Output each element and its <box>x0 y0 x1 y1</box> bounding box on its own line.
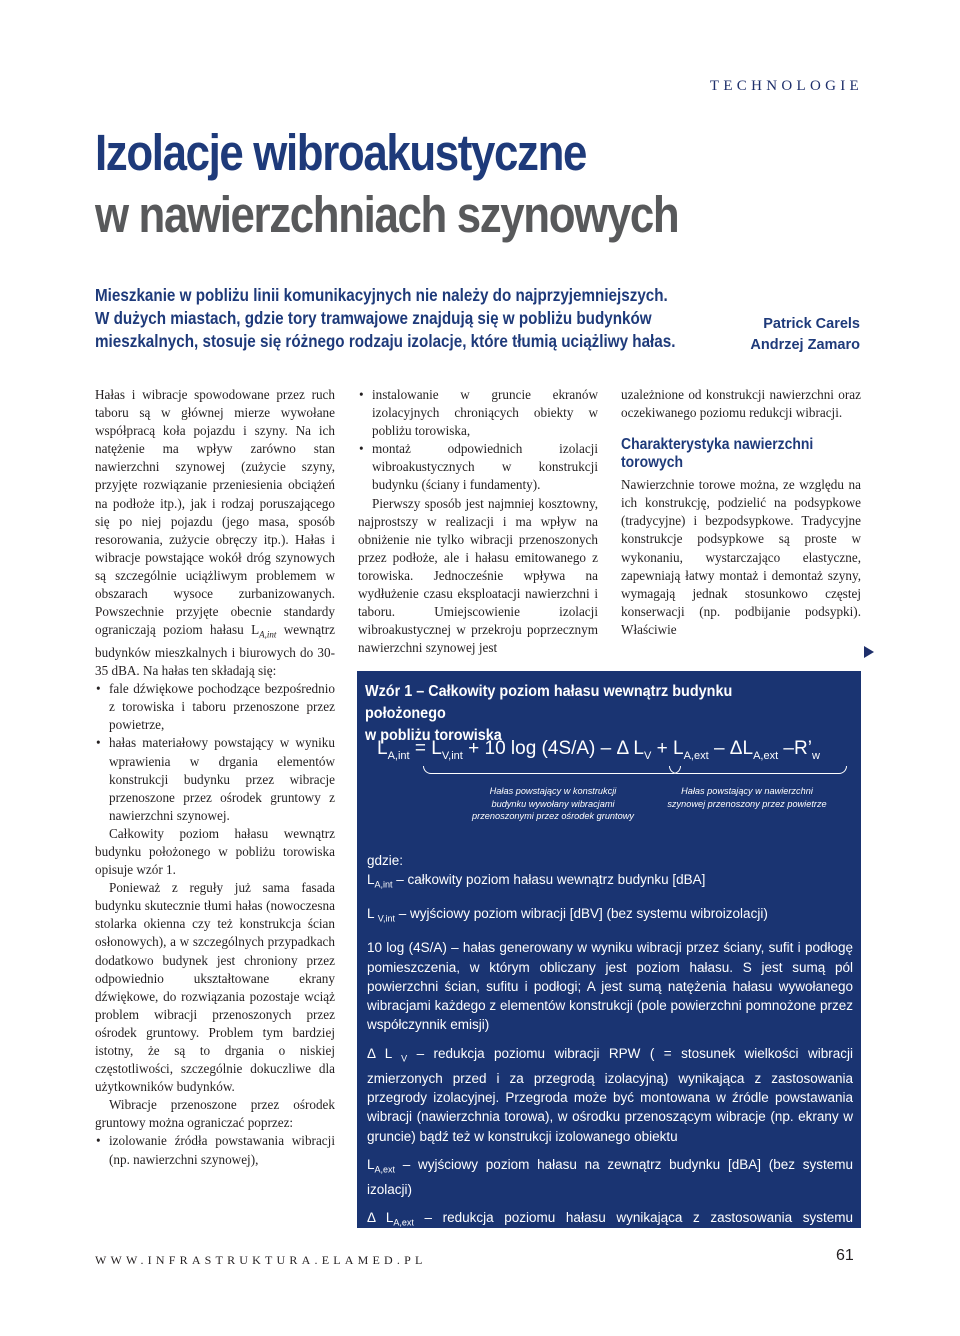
list-item: • hałas materiałowy powstający w wyniku wprawienia w drgania elementów konstrukcji budynku przez wibracje przenoszone przez ośrodek gruntowy z nawierzchni szynowej. <box>95 734 335 824</box>
text: – redukcja poziomu hałasu wynikająca z zastosowania systemu izolacyjngo <box>367 1210 853 1251</box>
paragraph: Pierwszy sposób jest najmniej kosztowny, najprostszy w realizacji i ma wpływ na obniżenie nie tylko wibracji przenoszonych przez podłoże, ale i hałasu emitowanego z torowiska. Jednocześnie wpływa na wydłużenie czasu eksploatacji nawierzchni i taboru. Umiejscowienie izolacji wibroakustycznej w przekroju poprzecznym nawierzchni szynowej jest <box>358 495 598 656</box>
symbol: Δ L <box>367 1045 402 1061</box>
symbol: + 10 log (4S/A) – Δ L <box>462 738 645 759</box>
paragraph: Całkowity poziom hałasu wewnątrz budynku położonego w pobliżu torowiska opisuje wzór 1. <box>95 825 335 878</box>
formula-title-line: Wzór 1 – Całkowity poziom hałasu wewnątrz budynku położonego <box>365 683 733 722</box>
formula-note-structure <box>453 785 653 823</box>
column-1 <box>95 386 335 1169</box>
lead-paragraph <box>95 284 675 353</box>
note-line: Hałas powstający w konstrukcji <box>489 786 617 796</box>
symbol: L <box>367 872 375 888</box>
paragraph: uzależnione od konstrukcji nawierzchni oraz oczekiwanego poziomu redukcji wibracji. <box>621 387 861 421</box>
symbol: –R’ <box>778 738 812 759</box>
lead-line: W dużych miastach, gdzie tory tramwajowe znajdują się w pobliżu budynków <box>95 308 652 328</box>
section-label: TECHNOLOGIE <box>709 78 863 94</box>
author-name: Patrick Carels <box>763 316 860 332</box>
text: – wyjściowy poziom hałasu na zewnątrz budynku [dBA] (bez systemu izolacji) <box>367 1156 853 1197</box>
symbol: = <box>409 738 432 759</box>
definition-dLAext <box>367 1208 853 1252</box>
text: – wyjściowy poziom wibracji [dBV] (bez systemu wibroizolacji) <box>394 906 768 922</box>
subscript: A,ext <box>683 749 709 762</box>
subscript: A,int <box>374 879 393 890</box>
subscript: A,int <box>387 749 410 762</box>
note-line: budynku wywołany wibracjami <box>491 798 615 809</box>
paragraph: Wibracje przenoszone przez ośrodek gruntowy można ograniczać poprzez: <box>95 1097 335 1131</box>
subscript: V,int <box>441 749 463 762</box>
footer-url[interactable]: WWW.INFRASTRUKTURA.ELAMED.PL <box>95 1253 427 1267</box>
paragraph: Nawierzchnie torowe można, ze względu na ich konstrukcję, podzielić na podsypkowe (tradycyjne) i bezpodsypkowe. Tradycyjne konstrukcje podsypkowe są proste w wykonaniu, wystarczająco elastyczne, zapewniają łatwy montaż i demontaż szyny, wymagają jednak stosunkowo częstej konserwacji (np. podbijanie podsypki). Właściwie <box>621 477 861 637</box>
list-item: • fale dźwiękowe pochodzące bezpośrednio z torowiska i taboru przenoszone przez powietrze, <box>95 680 335 734</box>
article-title: Izolacje wibroakustyczne <box>95 124 587 181</box>
text: – izolacyjność dźwiękowa fasady budynku <box>389 1263 646 1279</box>
bullet-list <box>95 680 335 825</box>
note-line: szynowej przenoszony przez powietrze <box>667 798 827 809</box>
text: wewnątrz budynków mieszkalnych i biurowych do 30-35 dBA. Na hałas ten składają się: <box>95 622 335 679</box>
author-name: Andrzej Zamaro <box>750 337 860 353</box>
symbol: Δ L <box>367 1210 394 1226</box>
definitions-heading: gdzie: <box>367 853 404 868</box>
definition-lVint <box>367 904 853 929</box>
subscript: w <box>811 749 820 762</box>
lead-line: Mieszkanie w pobliżu linii komunikacyjnych nie należy do najprzyjemniejszych. <box>95 285 668 305</box>
definition-lAext <box>367 1155 853 1199</box>
list-item: • izolowanie źródła powstawania wibracji (np. nawierzchni szynowej), <box>95 1132 335 1168</box>
list-item: • instalowanie w gruncie ekranów izolacyjnych chroniących obiekty w pobliżu torowiska, <box>358 386 598 440</box>
text: – całkowity poziom hałasu wewnątrz budynku [dBA] <box>392 872 706 888</box>
symbol: – ΔL <box>708 738 754 759</box>
note-line: przenoszonymi przez ośrodek gruntowy <box>472 811 634 821</box>
subscript: A,int <box>259 629 277 640</box>
subscript: A,ext <box>374 1164 396 1175</box>
subscript: w <box>383 1271 390 1282</box>
symbol: R’ <box>367 1263 383 1279</box>
definition-log: 10 log (4S/A) – hałas generowany w wyniku wibracji przez ściany, sufit i podłogę pomieszczenia, w którym obliczany jest poziom hałasu. S jest sumą pól powierzchni ścian, sufitu i podłogi; A jest sumą natężenia hałasu wywołanego wibracjami każdego z elementów konstrukcji (pole powierzchni pomnożone przez współczynnik emisji) <box>367 940 853 1033</box>
page-number: 61 <box>836 1247 854 1264</box>
symbol: + L <box>651 738 684 759</box>
symbol: L <box>367 906 378 922</box>
column-3 <box>621 386 861 639</box>
text: – redukcja poziomu wibracji RPW ( = stosunek wielkości wibracji zmierzonych przed i za przegrodą izolacyjną) wynikająca z zastosowania przegrody izolacyjnej. Przegroda może być montowana w źródle powstawania wibracji (nawierzchnia torowa), w ośrodku przenoszącym wibracje (np. ekrany w gruncie) bądź też w konstrukcji izolowanego obiektu <box>367 1045 854 1144</box>
definition-lAint <box>367 870 853 895</box>
brace-right <box>669 766 847 774</box>
list-item: • montaż odpowiednich izolacji wibroakustycznych w konstrukcji budynku (ściany i fundamenty). <box>358 440 598 494</box>
continue-arrow-icon <box>864 646 874 658</box>
symbol: L <box>367 1156 375 1172</box>
formula <box>377 737 820 768</box>
symbol: L <box>431 738 442 759</box>
note-line: Hałas powstający w nawierzchni <box>681 786 813 796</box>
bullet-list <box>358 386 598 495</box>
subscript: A,ext <box>393 1217 414 1228</box>
authors <box>740 314 860 356</box>
subscript: V <box>644 749 652 762</box>
formula-note-air <box>647 785 847 810</box>
definitions <box>367 851 853 1295</box>
article-title-line2: w nawierzchniach szynowych <box>95 186 679 243</box>
definition-dLV <box>367 1044 853 1146</box>
paragraph <box>95 386 335 680</box>
column-2 <box>358 386 598 657</box>
subscript: V <box>401 1053 408 1064</box>
lead-line: mieszkalnych, stosuje się różnego rodzaju izolacje, które tłumią uciążliwy hałas. <box>95 331 676 351</box>
symbol: L <box>377 738 388 759</box>
definition-rw <box>367 1261 853 1286</box>
subscript: A,ext <box>753 749 779 762</box>
formula-title-line: w pobliżu torowiska <box>365 727 502 744</box>
bullet-list <box>95 1132 335 1168</box>
text: Hałas i wibracje spowodowane przez ruch taboru są w głównej mierze wywołane współpracą koła pojazdu i szyny. Na ich natężenie ma wpływ zarówno stan nawierzchni szynowej (zużycie szyny, przyjęte rozwiązanie przeniesienia obciążeń na podłoże itp.), jak i rodzaj poruszającego się po niej pojazdu (jego masa, sposób resorowania, zużycie obręczy itp.). Hałas i wibracje powstające wokół dróg szynowych są szczególnie uciążliwym problemem w obszarach wysoce zurbanizowanych. Powszechnie przyjęte obecnie standardy ograniczają poziom hałasu L <box>95 387 335 638</box>
brace-left <box>423 766 681 774</box>
paragraph: Ponieważ z reguły już sama fasada budynku skutecznie tłumi hałas (nowoczesna stolarka okienna czy też konstrukcja ścian osłonowych), a w szczególnych przypadkach dodatkowo budynek jest chroniony przez odpowiednio ukształtowane ekrany dźwiękowe, do rozwiązania pozostaje wciąż problem wibracji przenoszonych przez ośrodek gruntowy. Problem tym bardziej istotny, że są to drgania o niskiej częstotliwości, szczególnie dokuczliwe dla użytkowników budynków. <box>95 880 335 1095</box>
section-heading: Charakterystyka nawierzchni torowych <box>621 436 814 472</box>
subscript: V,int <box>377 913 395 924</box>
